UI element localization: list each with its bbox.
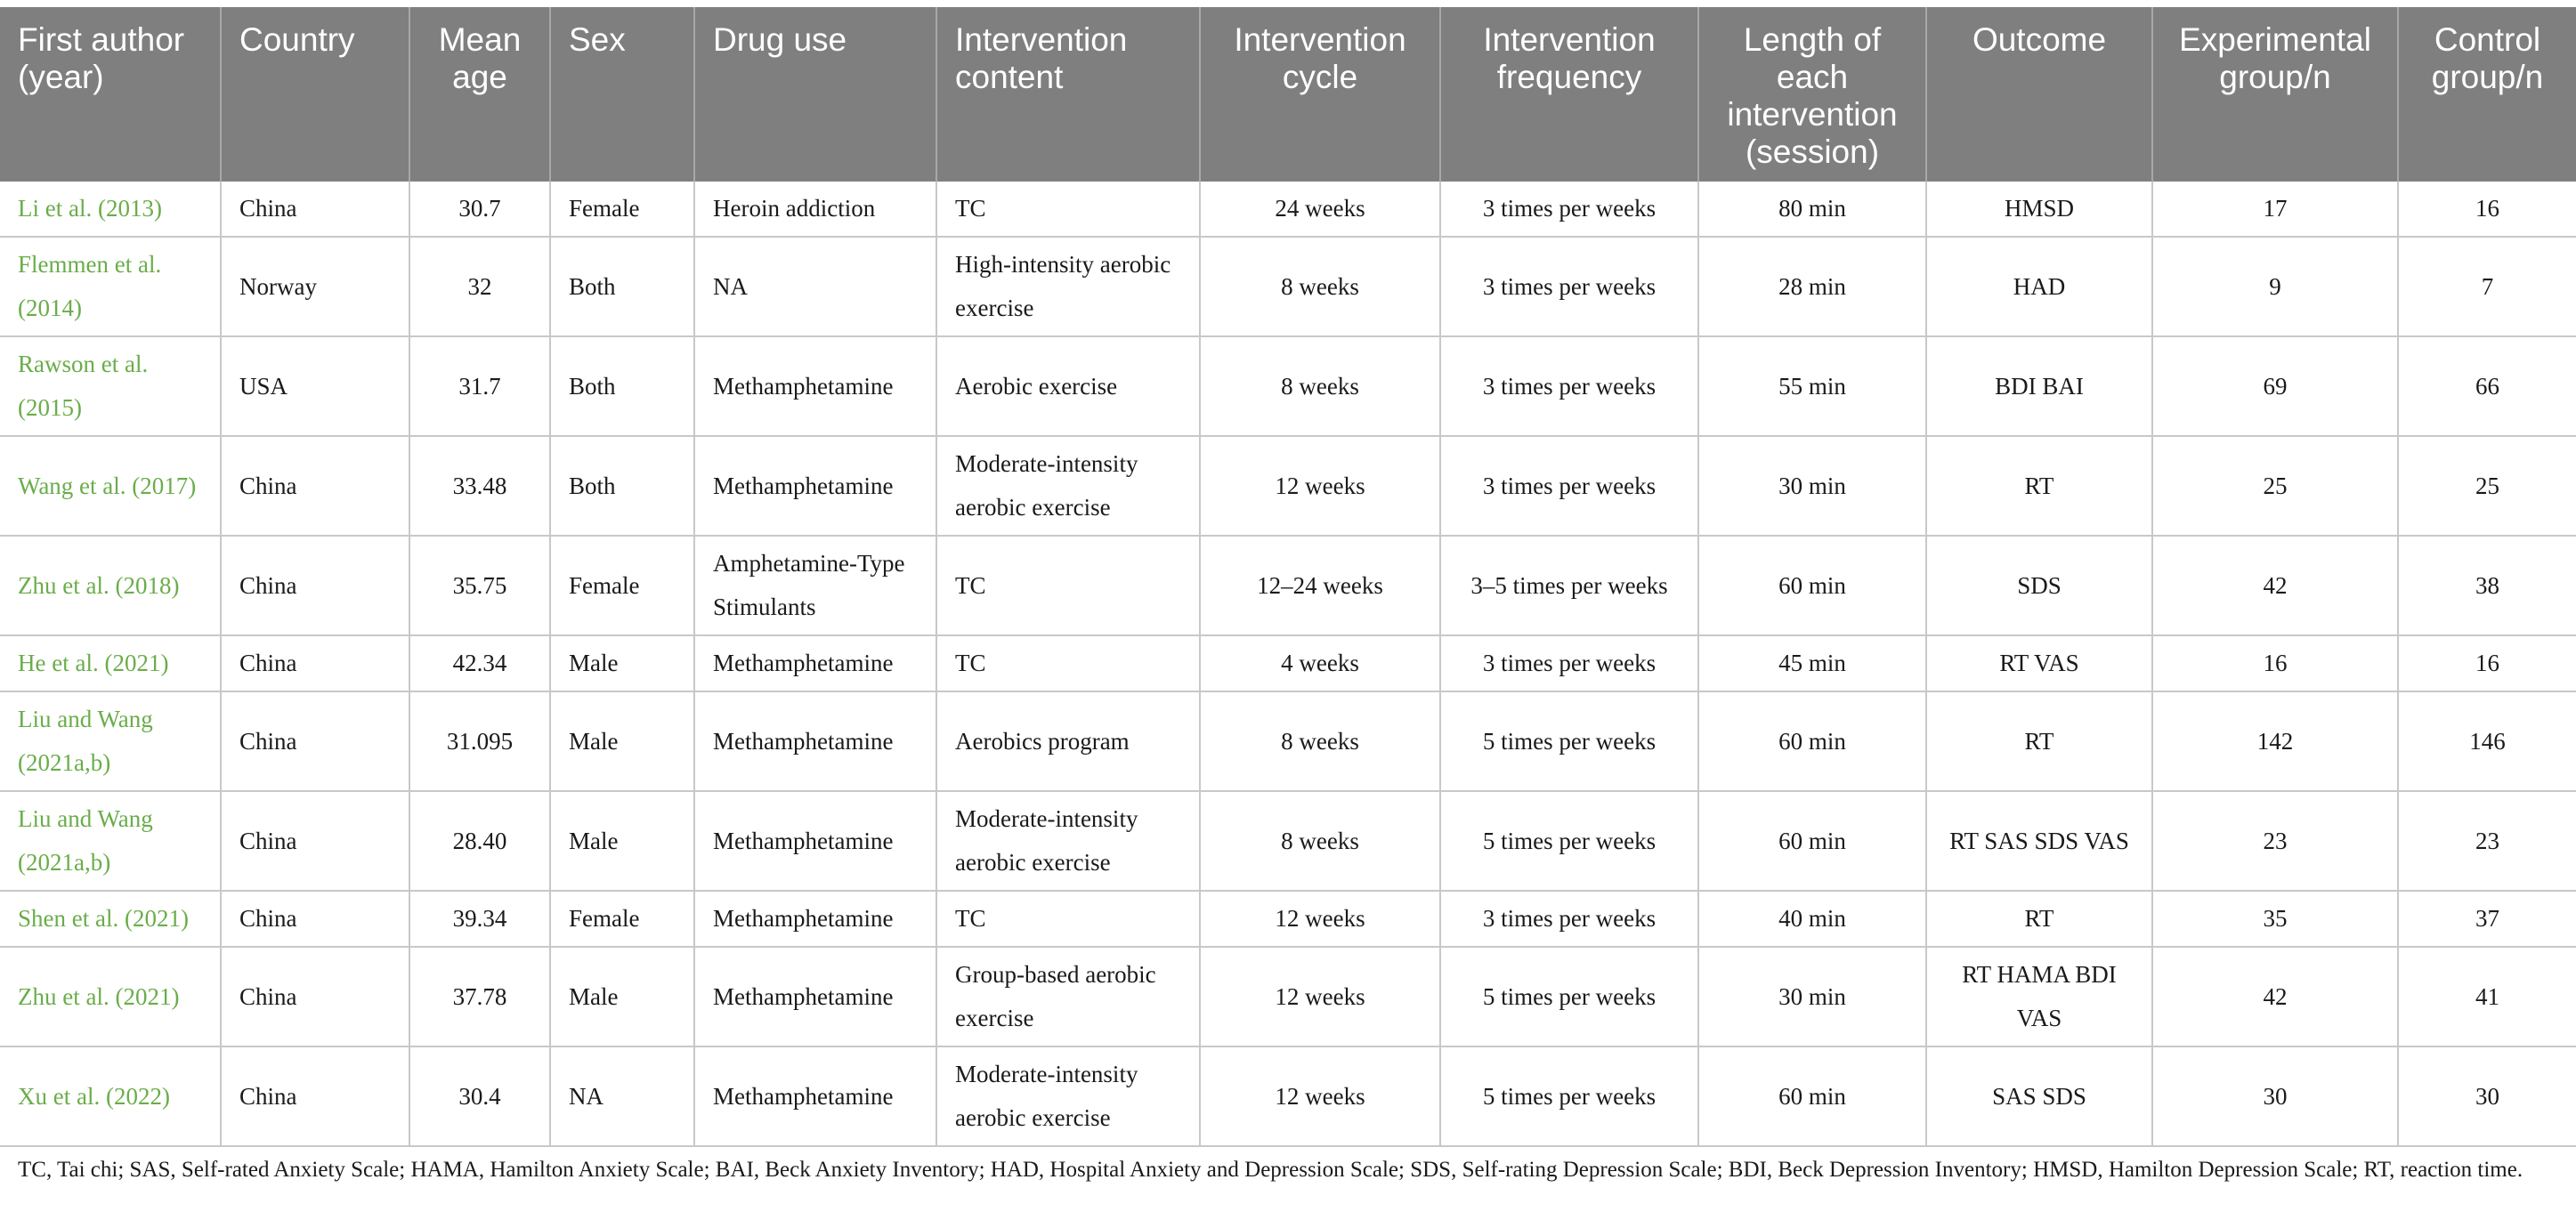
cell-control-group: 146 (2398, 691, 2576, 791)
cell-outcome: RT (1926, 891, 2152, 947)
header-experimental-group: Experimental group/n (2152, 7, 2398, 182)
cell-country: China (221, 436, 409, 536)
cell-intervention-cycle: 8 weeks (1200, 336, 1440, 436)
cell-country: Norway (221, 237, 409, 336)
cell-experimental-group: 30 (2152, 1046, 2398, 1146)
cell-experimental-group: 17 (2152, 182, 2398, 237)
cell-session-length: 60 min (1698, 1046, 1926, 1146)
cell-drug-use: Methamphetamine (694, 436, 936, 536)
table-row (0, 336, 2576, 436)
cell-first-author[interactable]: He et al. (2021) (0, 635, 221, 691)
header-intervention-content: Intervention content (936, 7, 1200, 182)
table-row (0, 182, 2576, 237)
table-row (0, 436, 2576, 536)
cell-mean-age: 30.7 (409, 182, 550, 237)
header-first-author: First author (year) (0, 7, 221, 182)
table-footnote: TC, Tai chi; SAS, Self-rated Anxiety Scale; HAMA, Hamilton Anxiety Scale; BAI, Beck Anxiety Inventory; HAD, Hospital Anxiety and Depression Scale; SDS, Self-rating Depression Scale; BDI, Beck Depression Inventory; HMSD, Hamilton Depression Scale; RT, reaction time. (18, 1158, 2523, 1182)
cell-session-length: 60 min (1698, 691, 1926, 791)
cell-first-author[interactable]: Li et al. (2013) (0, 182, 221, 237)
cell-intervention-frequency: 5 times per weeks (1440, 947, 1698, 1046)
cell-sex: Both (550, 336, 694, 436)
cell-first-author[interactable]: Zhu et al. (2021) (0, 947, 221, 1046)
cell-experimental-group: 42 (2152, 536, 2398, 635)
cell-sex: Male (550, 635, 694, 691)
header-sex: Sex (550, 7, 694, 182)
cell-intervention-frequency: 3 times per weeks (1440, 635, 1698, 691)
cell-intervention-content: TC (936, 182, 1200, 237)
cell-control-group: 41 (2398, 947, 2576, 1046)
cell-outcome: HMSD (1926, 182, 2152, 237)
table-row (0, 791, 2576, 891)
cell-sex: Both (550, 436, 694, 536)
cell-intervention-cycle: 12 weeks (1200, 1046, 1440, 1146)
cell-sex: Male (550, 791, 694, 891)
cell-mean-age: 31.095 (409, 691, 550, 791)
cell-intervention-frequency: 3 times per weeks (1440, 891, 1698, 947)
cell-outcome: RT VAS (1926, 635, 2152, 691)
table-body (0, 182, 2576, 1146)
cell-mean-age: 30.4 (409, 1046, 550, 1146)
cell-country: China (221, 947, 409, 1046)
cell-outcome: SAS SDS (1926, 1046, 2152, 1146)
cell-control-group: 38 (2398, 536, 2576, 635)
cell-mean-age: 33.48 (409, 436, 550, 536)
cell-control-group: 16 (2398, 182, 2576, 237)
table-row (0, 237, 2576, 336)
cell-intervention-content: High-intensity aerobic exercise (936, 237, 1200, 336)
cell-intervention-content: Aerobics program (936, 691, 1200, 791)
header-control-group: Control group/n (2398, 7, 2576, 182)
cell-intervention-cycle: 12 weeks (1200, 891, 1440, 947)
cell-intervention-frequency: 5 times per weeks (1440, 691, 1698, 791)
cell-sex: Female (550, 891, 694, 947)
cell-experimental-group: 23 (2152, 791, 2398, 891)
cell-mean-age: 37.78 (409, 947, 550, 1046)
header-drug-use: Drug use (694, 7, 936, 182)
cell-country: China (221, 891, 409, 947)
cell-outcome: SDS (1926, 536, 2152, 635)
cell-first-author[interactable]: Xu et al. (2022) (0, 1046, 221, 1146)
cell-first-author[interactable]: Flemmen et al. (2014) (0, 237, 221, 336)
cell-country: China (221, 635, 409, 691)
cell-country: China (221, 1046, 409, 1146)
cell-mean-age: 35.75 (409, 536, 550, 635)
cell-experimental-group: 9 (2152, 237, 2398, 336)
header-row (0, 7, 2576, 182)
cell-intervention-frequency: 3 times per weeks (1440, 436, 1698, 536)
cell-intervention-content: Aerobic exercise (936, 336, 1200, 436)
cell-session-length: 60 min (1698, 791, 1926, 891)
cell-drug-use: Methamphetamine (694, 635, 936, 691)
table-row (0, 536, 2576, 635)
cell-country: China (221, 182, 409, 237)
table-row (0, 947, 2576, 1046)
cell-intervention-content: TC (936, 536, 1200, 635)
header-country: Country (221, 7, 409, 182)
cell-drug-use: Methamphetamine (694, 891, 936, 947)
table-row (0, 1046, 2576, 1146)
cell-outcome: RT (1926, 436, 2152, 536)
cell-session-length: 60 min (1698, 536, 1926, 635)
cell-sex: NA (550, 1046, 694, 1146)
cell-drug-use: Methamphetamine (694, 1046, 936, 1146)
cell-outcome: HAD (1926, 237, 2152, 336)
cell-country: USA (221, 336, 409, 436)
cell-first-author[interactable]: Shen et al. (2021) (0, 891, 221, 947)
cell-mean-age: 28.40 (409, 791, 550, 891)
cell-session-length: 80 min (1698, 182, 1926, 237)
cell-intervention-cycle: 12–24 weeks (1200, 536, 1440, 635)
cell-mean-age: 32 (409, 237, 550, 336)
cell-session-length: 55 min (1698, 336, 1926, 436)
cell-control-group: 25 (2398, 436, 2576, 536)
cell-sex: Female (550, 536, 694, 635)
cell-intervention-cycle: 12 weeks (1200, 436, 1440, 536)
cell-country: China (221, 691, 409, 791)
cell-outcome: BDI BAI (1926, 336, 2152, 436)
header-mean-age: Mean age (409, 7, 550, 182)
cell-drug-use: Amphetamine-Type Stimulants (694, 536, 936, 635)
cell-experimental-group: 42 (2152, 947, 2398, 1046)
cell-sex: Female (550, 182, 694, 237)
cell-outcome: RT HAMA BDI VAS (1926, 947, 2152, 1046)
cell-sex: Both (550, 237, 694, 336)
cell-mean-age: 31.7 (409, 336, 550, 436)
cell-first-author[interactable]: Wang et al. (2017) (0, 436, 221, 536)
cell-intervention-content: Moderate-intensity aerobic exercise (936, 1046, 1200, 1146)
cell-drug-use: Heroin addiction (694, 182, 936, 237)
cell-drug-use: Methamphetamine (694, 691, 936, 791)
header-outcome: Outcome (1926, 7, 2152, 182)
cell-intervention-frequency: 3–5 times per weeks (1440, 536, 1698, 635)
cell-country: China (221, 536, 409, 635)
cell-control-group: 30 (2398, 1046, 2576, 1146)
cell-sex: Male (550, 947, 694, 1046)
cell-session-length: 30 min (1698, 436, 1926, 536)
cell-intervention-frequency: 3 times per weeks (1440, 182, 1698, 237)
cell-intervention-frequency: 5 times per weeks (1440, 791, 1698, 891)
cell-intervention-frequency: 5 times per weeks (1440, 1046, 1698, 1146)
cell-intervention-frequency: 3 times per weeks (1440, 237, 1698, 336)
cell-intervention-content: TC (936, 635, 1200, 691)
table-row (0, 691, 2576, 791)
cell-session-length: 45 min (1698, 635, 1926, 691)
cell-intervention-content: Group-based aerobic exercise (936, 947, 1200, 1046)
cell-drug-use: Methamphetamine (694, 336, 936, 436)
cell-intervention-cycle: 8 weeks (1200, 691, 1440, 791)
cell-intervention-content: TC (936, 891, 1200, 947)
cell-intervention-cycle: 24 weeks (1200, 182, 1440, 237)
cell-mean-age: 39.34 (409, 891, 550, 947)
cell-intervention-cycle: 8 weeks (1200, 237, 1440, 336)
cell-first-author[interactable]: Liu and Wang (2021a,b) (0, 691, 221, 791)
header-intervention-frequency: Intervention frequency (1440, 7, 1698, 182)
cell-intervention-content: Moderate-intensity aerobic exercise (936, 436, 1200, 536)
header-session-length: Length of each intervention (session) (1698, 7, 1926, 182)
studies-table (0, 7, 2576, 1147)
cell-experimental-group: 16 (2152, 635, 2398, 691)
table-header (0, 7, 2576, 182)
cell-control-group: 16 (2398, 635, 2576, 691)
cell-drug-use: NA (694, 237, 936, 336)
cell-first-author[interactable]: Liu and Wang (2021a,b) (0, 791, 221, 891)
cell-experimental-group: 25 (2152, 436, 2398, 536)
cell-outcome: RT SAS SDS VAS (1926, 791, 2152, 891)
cell-session-length: 28 min (1698, 237, 1926, 336)
cell-experimental-group: 142 (2152, 691, 2398, 791)
cell-country: China (221, 791, 409, 891)
cell-sex: Male (550, 691, 694, 791)
cell-session-length: 30 min (1698, 947, 1926, 1046)
cell-drug-use: Methamphetamine (694, 947, 936, 1046)
cell-intervention-cycle: 8 weeks (1200, 791, 1440, 891)
cell-control-group: 7 (2398, 237, 2576, 336)
cell-experimental-group: 69 (2152, 336, 2398, 436)
cell-outcome: RT (1926, 691, 2152, 791)
cell-intervention-content: Moderate-intensity aerobic exercise (936, 791, 1200, 891)
header-intervention-cycle: Intervention cycle (1200, 7, 1440, 182)
table-row (0, 891, 2576, 947)
cell-control-group: 37 (2398, 891, 2576, 947)
cell-drug-use: Methamphetamine (694, 791, 936, 891)
cell-control-group: 23 (2398, 791, 2576, 891)
cell-intervention-cycle: 4 weeks (1200, 635, 1440, 691)
cell-first-author[interactable]: Zhu et al. (2018) (0, 536, 221, 635)
cell-experimental-group: 35 (2152, 891, 2398, 947)
cell-intervention-cycle: 12 weeks (1200, 947, 1440, 1046)
cell-session-length: 40 min (1698, 891, 1926, 947)
cell-mean-age: 42.34 (409, 635, 550, 691)
cell-intervention-frequency: 3 times per weeks (1440, 336, 1698, 436)
table-row (0, 635, 2576, 691)
cell-first-author[interactable]: Rawson et al. (2015) (0, 336, 221, 436)
cell-control-group: 66 (2398, 336, 2576, 436)
